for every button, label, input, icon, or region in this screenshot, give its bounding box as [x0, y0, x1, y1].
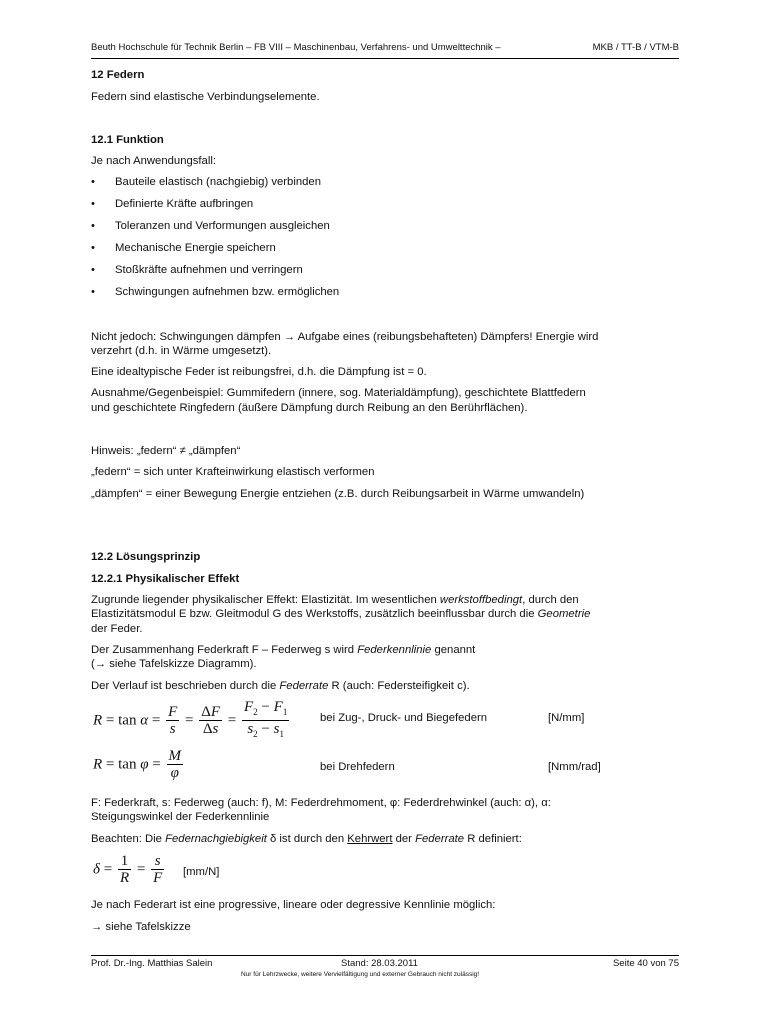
footer-copyright-note: Nur für Lehrzwecke, weitere Vervielfältigung und externer Gebrauch nicht zulässig! [241, 971, 480, 978]
paragraph-line: Der Zusammenhang Federkraft F – Federweg s wird Federkennlinie genannt [91, 644, 476, 656]
section-intro-12: Federn sind elastische Verbindungselemente. [91, 91, 320, 103]
formula-description: bei Drehfedern [320, 761, 395, 773]
paragraph-line: Elastizitätsmodul E bzw. Gleitmodul G des Werkstoffs, zusätzlich beeinflussbar durch die Geometrie [91, 608, 591, 620]
list-item: Stoßkräfte aufnehmen und verringern [115, 264, 303, 276]
page-footer [91, 955, 679, 986]
page-header [91, 41, 679, 59]
paragraph-line: (→ siehe Tafelskizze Diagramm). [91, 658, 257, 670]
hint-line: „federn“ = sich unter Krafteinwirkung elastisch verformen [91, 466, 375, 478]
formula-torsion-rate: R = tan φ = $\frac{M}{\varphi}$ [93, 748, 181, 781]
bullet-icon: • [91, 176, 95, 188]
footer-page-number: Seite 40 von 75 [612, 958, 679, 969]
legend-line: Steigungswinkel der Federkennlinie [91, 811, 270, 823]
footer-date: Stand: 28.03.2011 [341, 958, 418, 969]
paragraph-line: verzehrt (d.h. in Wärme umgesetzt). [91, 345, 272, 357]
formula-unit: [mm/N] [183, 866, 220, 878]
bullet-icon: • [91, 242, 95, 254]
bullet-icon: • [91, 220, 95, 232]
hint-line: „dämpfen“ = einer Bewegung Energie entziehen (z.B. durch Reibungsarbeit in Wärme umwandeln) [91, 488, 585, 500]
hint-title: Hinweis: „federn“ ≠ „dämpfen“ [91, 445, 241, 457]
subsection-title-12-2-1: 12.2.1 Physikalischer Effekt [91, 573, 240, 585]
header-institution: Beuth Hochschule für Technik Berlin – FB VIII – Maschinenbau, Verfahrens- und Umwelttechnik – [91, 42, 501, 53]
formula-unit: [N/mm] [548, 712, 585, 724]
footer-author: Prof. Dr.-Ing. Matthias Salein [91, 958, 213, 969]
paragraph-line: der Feder. [91, 623, 143, 635]
bullet-icon: • [91, 286, 95, 298]
list-item: Toleranzen und Verformungen ausgleichen [115, 220, 330, 232]
list-item: Bauteile elastisch (nachgiebig) verbinden [115, 176, 321, 188]
list-item: Schwingungen aufnehmen bzw. ermöglichen [115, 286, 340, 298]
formula-description: bei Zug-, Druck- und Biegefedern [320, 712, 488, 724]
paragraph-line: Ausnahme/Gegenbeispiel: Gummifedern (innere, sog. Materialdämpfung), geschichtete Blattfedern [91, 387, 586, 399]
section-title-12-2: 12.2 Lösungsprinzip [91, 551, 201, 563]
paragraph-line: Je nach Federart ist eine progressive, lineare oder degressive Kennlinie möglich: [91, 899, 496, 911]
section-title-12: 12 Federn [91, 69, 145, 81]
paragraph-line: Eine idealtypische Feder ist reibungsfrei, d.h. die Dämpfung ist = 0. [91, 366, 427, 378]
paragraph-line: Der Verlauf ist beschrieben durch die Federrate R (auch: Federsteifigkeit c). [91, 680, 470, 692]
section-title-12-1: 12.1 Funktion [91, 134, 164, 146]
paragraph-line: Beachten: Die Federnachgiebigkeit δ ist durch den Kehrwert der Federrate R definiert: [91, 833, 522, 845]
bullet-icon: • [91, 198, 95, 210]
section-lead-12-1: Je nach Anwendungsfall: [91, 155, 216, 167]
paragraph-line: → siehe Tafelskizze [91, 921, 191, 933]
formula-spring-rate: R = tan α = $\frac{F}{s}$ = $\frac{\Delta F}{\Delta s}$ = $\frac{F_2 - F_1}{s_2 - s_1}$ [93, 699, 288, 739]
list-item: Definierte Kräfte aufbringen [115, 198, 254, 210]
list-item: Mechanische Energie speichern [115, 242, 276, 254]
paragraph-line: und geschichtete Ringfedern (äußere Dämpfung durch Reibung an den Berührflächen). [91, 402, 528, 414]
legend-line: F: Federkraft, s: Federweg (auch: f), M: Federdrehmoment, φ: Federdrehwinkel (auch: α), α: [91, 797, 551, 809]
paragraph-line: Nicht jedoch: Schwingungen dämpfen → Aufgabe eines (reibungsbehafteten) Dämpfers! Energie wird [91, 331, 599, 343]
paragraph-line: Zugrunde liegender physikalischer Effekt: Elastizität. Im wesentlichen werkstoffbedingt, durch den [91, 594, 579, 606]
formula-compliance: δ = $\frac{1}{R}$ = $\frac{s}{F}$ [93, 853, 163, 886]
header-course: MKB / TT-B / VTM-B [592, 42, 679, 53]
bullet-icon: • [91, 264, 95, 276]
formula-unit: [Nmm/rad] [548, 761, 601, 773]
